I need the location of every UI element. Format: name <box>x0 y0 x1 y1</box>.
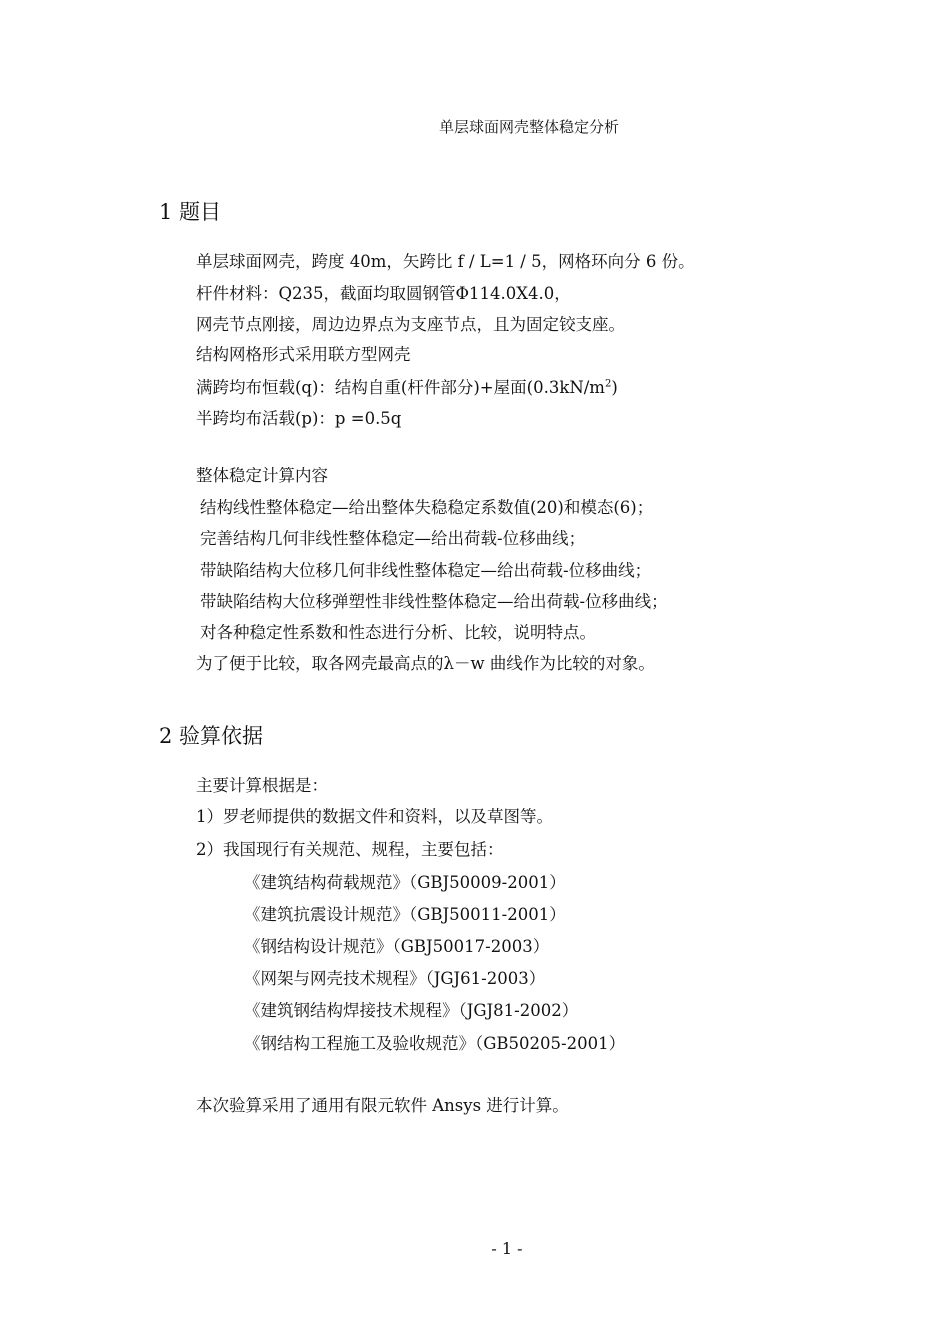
code-item: 《建筑抗震设计规范》（GBJ50011-2001） <box>244 905 566 924</box>
code-item: 《网架与网壳技术规程》（JGJ61-2003） <box>244 969 546 988</box>
calc-item: 对各种稳定性系数和性态进行分析、比较，说明特点。 <box>200 623 596 642</box>
basis-intro: 主要计算根据是： <box>196 776 328 795</box>
code-item: 《钢结构设计规范》（GBJ50017-2003） <box>244 937 550 956</box>
page-number: - 1 - <box>491 1239 523 1258</box>
dead-load-superscript: 2 <box>604 378 612 390</box>
calc-heading: 整体稳定计算内容 <box>196 466 328 485</box>
problem-line: 单层球面网壳，跨度 40m，矢跨比 f / L=1 / 5，网格环向分 6 份。 <box>196 252 695 271</box>
comparison-note: 为了便于比较，取各网壳最高点的λ－w 曲线作为比较的对象。 <box>196 654 655 673</box>
code-item: 《建筑结构荷载规范》（GBJ50009-2001） <box>244 873 566 892</box>
software-note: 本次验算采用了通用有限元软件 Ansys 进行计算。 <box>196 1096 569 1115</box>
code-item: 《建筑钢结构焊接技术规程》（JGJ81-2002） <box>244 1001 579 1020</box>
basis-item: 1）罗老师提供的数据文件和资料，以及草图等。 <box>196 807 553 826</box>
dead-load-line <box>196 378 618 398</box>
basis-item: 2）我国现行有关规范、规程，主要包括： <box>196 840 504 859</box>
problem-line: 网壳节点刚接，周边边界点为支座节点，且为固定铰支座。 <box>196 315 625 334</box>
section-heading-2: 2 验算依据 <box>159 724 264 748</box>
calc-item: 结构线性整体稳定—给出整体失稳稳定系数值(20)和模态(6)； <box>200 498 654 517</box>
dead-load-text: 满跨均布恒载(q)：结构自重(杆件部分)+屋面(0.3kN/m <box>196 378 605 397</box>
calc-item: 带缺陷结构大位移弹塑性非线性整体稳定—给出荷载-位移曲线； <box>200 592 668 611</box>
calc-item: 完善结构几何非线性整体稳定—给出荷载-位移曲线； <box>200 529 586 548</box>
code-item: 《钢结构工程施工及验收规范》（GB50205-2001） <box>244 1034 626 1053</box>
problem-line: 杆件材料：Q235，截面均取圆钢管Φ114.0X4.0， <box>196 284 571 303</box>
calc-item: 带缺陷结构大位移几何非线性整体稳定—给出荷载-位移曲线； <box>200 561 652 580</box>
section-heading-1: 1 题目 <box>159 200 222 224</box>
document-title: 单层球面网壳整体稳定分析 <box>438 118 619 136</box>
problem-line: 结构网格形式采用联方型网壳 <box>196 345 411 364</box>
dead-load-close: ) <box>611 378 618 397</box>
live-load-line: 半跨均布活载(p)：p =0.5q <box>196 409 402 428</box>
